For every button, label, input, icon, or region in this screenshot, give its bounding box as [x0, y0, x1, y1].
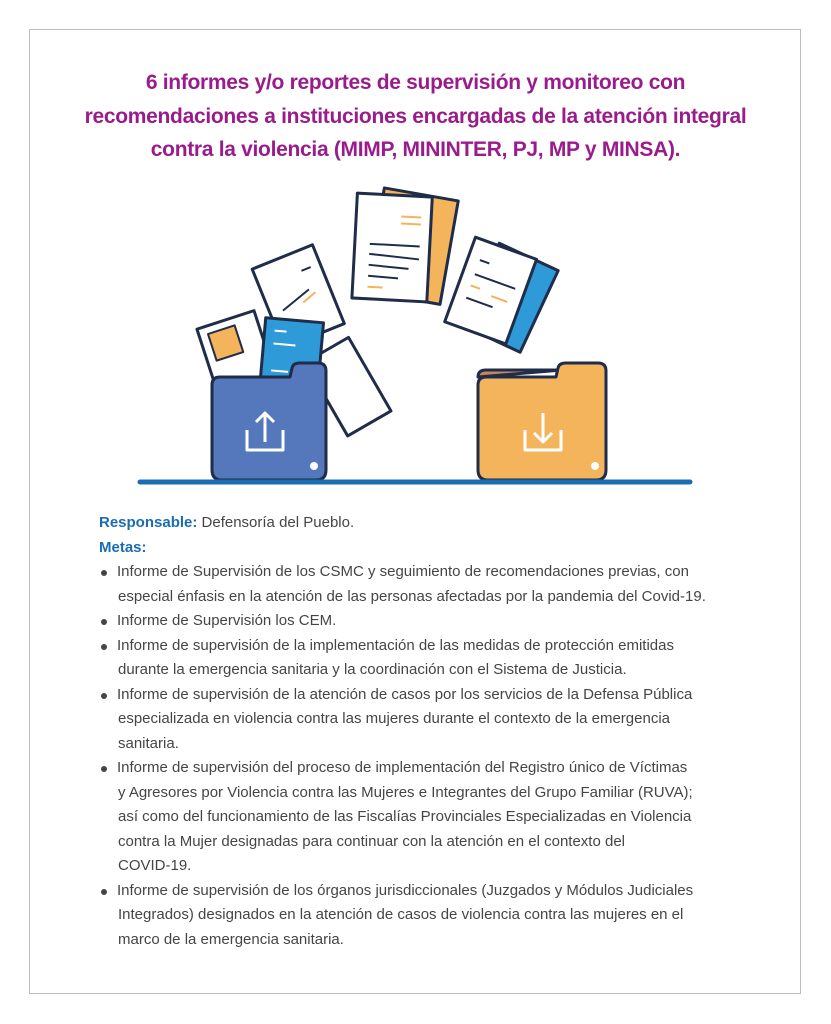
- responsable-row: [99, 511, 779, 536]
- title-line: contra la violencia (MIMP, MININTER, PJ, MP y MINSA).: [150, 138, 681, 161]
- meta-list-item: [99, 560, 779, 609]
- responsable-value: Defensoría del Pueblo.: [197, 514, 355, 531]
- bullet-icon: [101, 693, 107, 699]
- title-line: 6 informes y/o reportes de supervisión y monitoreo con: [145, 71, 686, 94]
- meta-list-item: [99, 609, 779, 634]
- meta-line: y Agresores por Violencia contra las Mujeres e Integrantes del Grupo Familiar (RUVA);: [118, 783, 693, 801]
- meta-line: Informe de supervisión de los órganos jurisdiccionales (Juzgados y Módulos Judiciales: [117, 881, 694, 899]
- meta-line: Informe de supervisión del proceso de implementación del Registro único de Víctimas: [117, 759, 688, 776]
- document-icon: [352, 193, 432, 302]
- title-line: recomendaciones a instituciones encargadas de la atención integral: [84, 104, 747, 128]
- bullet-icon: [101, 889, 107, 895]
- page-title: [40, 66, 791, 167]
- meta-line: así como del funcionamiento de las Fiscalías Provinciales Especializadas en Violencia: [118, 808, 692, 825]
- meta-line: Informe de Supervisión los CEM.: [117, 612, 337, 629]
- meta-line: Integrados) designados en la atención de casos de violencia contra las mujeres en el: [118, 906, 684, 923]
- meta-line: especializada en violencia contra las mujeres durante el contexto de la emergencia: [118, 710, 670, 727]
- bullet-icon: [101, 644, 107, 650]
- folders-documents-illustration: [130, 180, 700, 490]
- bullet-icon: [101, 570, 107, 576]
- meta-line: Informe de supervisión de la atención de casos por los servicios de la Defensa Pública: [117, 685, 693, 703]
- upload-folder-icon: [212, 363, 326, 480]
- meta-list-item: [99, 756, 779, 879]
- meta-line: sanitaria.: [118, 734, 179, 752]
- meta-line: durante la emergencia sanitaria y la coordinación con el Sistema de Justicia.: [118, 661, 627, 678]
- content-body: [99, 511, 779, 952]
- meta-line: especial énfasis en la atención de las personas afectadas por la pandemia del Covid-19.: [118, 587, 706, 605]
- meta-line: Informe de Supervisión de los CSMC y seguimiento de recomendaciones previas, con: [117, 563, 689, 580]
- meta-line: contra la Mujer designadas para continuar con la atención en el contexto del: [118, 832, 625, 850]
- download-folder-icon: [478, 363, 606, 480]
- meta-line: Informe de supervisión de la implementación de las medidas de protección emitidas: [117, 636, 674, 654]
- meta-list-item: [99, 879, 779, 953]
- metas-label: Metas:: [99, 538, 147, 556]
- bullet-icon: [101, 766, 107, 772]
- meta-list-item: [99, 634, 779, 683]
- meta-list-item: [99, 683, 779, 757]
- metas-list: [99, 560, 779, 952]
- meta-line: marco de la emergencia sanitaria.: [118, 930, 344, 948]
- meta-line: COVID-19.: [118, 857, 192, 874]
- bullet-icon: [101, 619, 107, 625]
- responsable-label: Responsable:: [99, 514, 198, 531]
